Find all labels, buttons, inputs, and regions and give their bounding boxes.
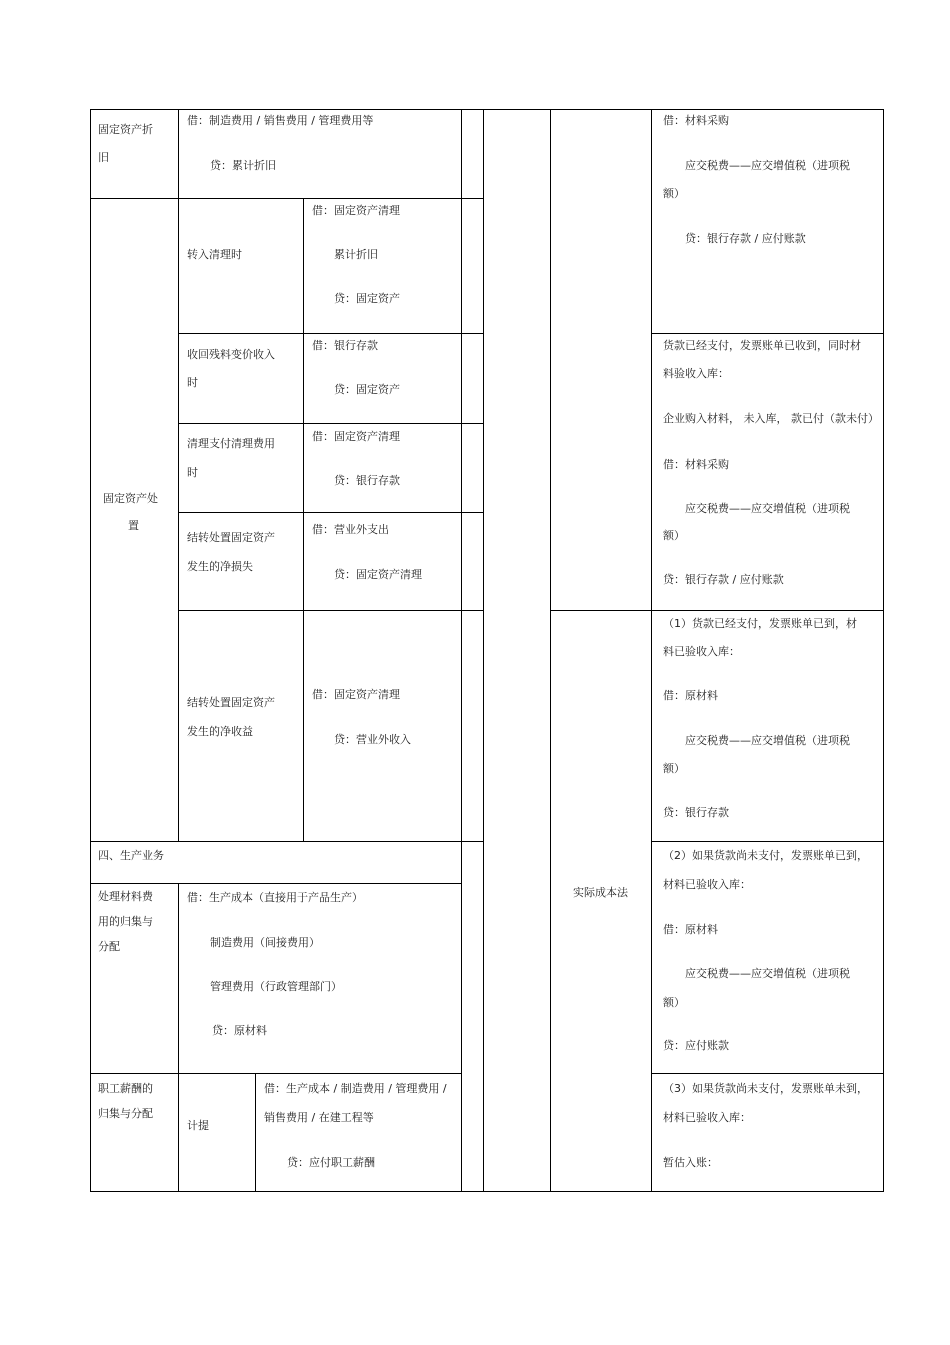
depreciation-debit: 借：制造费用 / 销售费用 / 管理费用等: [187, 114, 374, 127]
entry-line: 应交税费——应交增值税（进项税: [685, 159, 850, 172]
row-divider: [550, 610, 884, 611]
materials-label: 处理材料费: [98, 890, 153, 903]
disposal-row-entry: 借：固定资产清理: [312, 688, 400, 701]
disposal-label: 固定资产处: [103, 492, 158, 505]
entry-line: 贷：银行存款: [663, 806, 729, 819]
table-left-border: [90, 109, 91, 1192]
entry-line: 贷：银行存款 / 应付账款: [685, 232, 806, 245]
entry-line: 额）: [663, 187, 685, 200]
disposal-row-entry: 借：银行存款: [312, 339, 378, 352]
materials-label: 分配: [98, 940, 120, 953]
entry-line: 材料已验收入库：: [663, 878, 751, 891]
salary-entry: 销售费用 / 在建工程等: [264, 1111, 374, 1124]
entry-line: 借：材料采购: [663, 458, 729, 471]
salary-entry: 贷：应付职工薪酬: [287, 1156, 375, 1169]
entry-line: 暂估入账：: [663, 1156, 718, 1169]
disposal-row-entry: 贷：固定资产清理: [334, 568, 422, 581]
entry-line: 额）: [663, 762, 685, 775]
depreciation-credit: 贷：累计折旧: [210, 159, 276, 172]
table-top-border: [90, 109, 884, 110]
salary-label: 职工薪酬的: [98, 1082, 153, 1095]
entry-line: 货款已经支付，发票账单已收到，同时材: [663, 339, 861, 352]
disposal-label: 置: [128, 519, 139, 532]
disposal-row-entry: 贷：营业外收入: [334, 733, 411, 746]
disposal-row-label: 发生的净损失: [187, 560, 253, 573]
depreciation-label: 固定资产折: [98, 123, 153, 136]
entry-line: 借：材料采购: [663, 114, 729, 127]
row-divider: [178, 610, 483, 611]
disposal-row-entry: 借：固定资产清理: [312, 204, 400, 217]
salary-sub-label: 计提: [187, 1119, 209, 1132]
row-divider: [90, 1073, 461, 1074]
entry-line: 贷：应付账款: [663, 1039, 729, 1052]
entry-line: （3）如果货款尚未支付，发票账单未到，: [663, 1082, 868, 1095]
entry-line: 企业购入材料， 未入库， 款已付（款未付）: [663, 412, 879, 425]
entry-line: （1）货款已经支付，发票账单已到，材: [663, 617, 857, 630]
depreciation-label: 旧: [98, 151, 109, 164]
col-divider: [255, 1073, 256, 1192]
disposal-row-label: 结转处置固定资产: [187, 696, 275, 709]
row-divider: [90, 198, 483, 199]
row-divider: [651, 333, 884, 334]
entry-line: 额）: [663, 529, 685, 542]
disposal-row-entry: 贷：银行存款: [334, 474, 400, 487]
disposal-row-label: 时: [187, 376, 198, 389]
disposal-row-entry: 贷：固定资产: [334, 292, 400, 305]
row-divider: [651, 1073, 884, 1074]
materials-label: 用的归集与: [98, 915, 153, 928]
disposal-row-entry: 贷：固定资产: [334, 383, 400, 396]
row-divider: [178, 423, 483, 424]
disposal-row-entry: 借：营业外支出: [312, 523, 389, 536]
disposal-row-label: 结转处置固定资产: [187, 531, 275, 544]
entry-line: （2）如果货款尚未支付，发票账单已到，: [663, 849, 868, 862]
disposal-row-label: 发生的净收益: [187, 725, 253, 738]
col-divider: [178, 109, 179, 841]
entry-line: 借：原材料: [663, 689, 718, 702]
materials-entry: 贷：原材料: [212, 1024, 267, 1037]
disposal-row-entry: 借：固定资产清理: [312, 430, 400, 443]
entry-line: 料验收入库：: [663, 367, 729, 380]
col-divider: [651, 109, 652, 1192]
row-divider: [651, 841, 884, 842]
entry-line: 料已验收入库：: [663, 645, 740, 658]
method-label: 实际成本法: [573, 886, 628, 899]
row-divider: [178, 512, 483, 513]
disposal-row-entry: 累计折旧: [334, 248, 378, 261]
entry-line: 应交税费——应交增值税（进项税: [685, 967, 850, 980]
row-divider: [90, 883, 461, 884]
col-divider: [303, 198, 304, 841]
disposal-row-label: 时: [187, 466, 198, 479]
col-divider: [483, 109, 484, 1192]
salary-label: 归集与分配: [98, 1107, 153, 1120]
table-bottom-border: [90, 1191, 884, 1192]
entry-line: 贷：银行存款 / 应付账款: [663, 573, 784, 586]
materials-entry: 管理费用（行政管理部门）: [210, 980, 342, 993]
disposal-row-label: 转入清理时: [187, 248, 242, 261]
entry-line: 额）: [663, 996, 685, 1009]
col-divider: [550, 109, 551, 1192]
col-divider: [461, 109, 462, 1192]
entry-line: 应交税费——应交增值税（进项税: [685, 734, 850, 747]
materials-entry: 借：生产成本（直接用于产品生产）: [187, 891, 363, 904]
entry-line: 应交税费——应交增值税（进项税: [685, 502, 850, 515]
col-divider: [178, 883, 179, 1192]
disposal-row-label: 清理支付清理费用: [187, 437, 275, 450]
disposal-row-label: 收回残料变价收入: [187, 348, 275, 361]
section-heading-production: 四、生产业务: [98, 849, 164, 862]
row-divider: [90, 841, 483, 842]
entry-line: 借：原材料: [663, 923, 718, 936]
salary-entry: 借：生产成本 / 制造费用 / 管理费用 /: [264, 1082, 447, 1095]
row-divider: [178, 333, 483, 334]
table-right-border: [883, 109, 884, 1192]
entry-line: 材料已验收入库：: [663, 1111, 751, 1124]
materials-entry: 制造费用（间接费用）: [210, 936, 320, 949]
